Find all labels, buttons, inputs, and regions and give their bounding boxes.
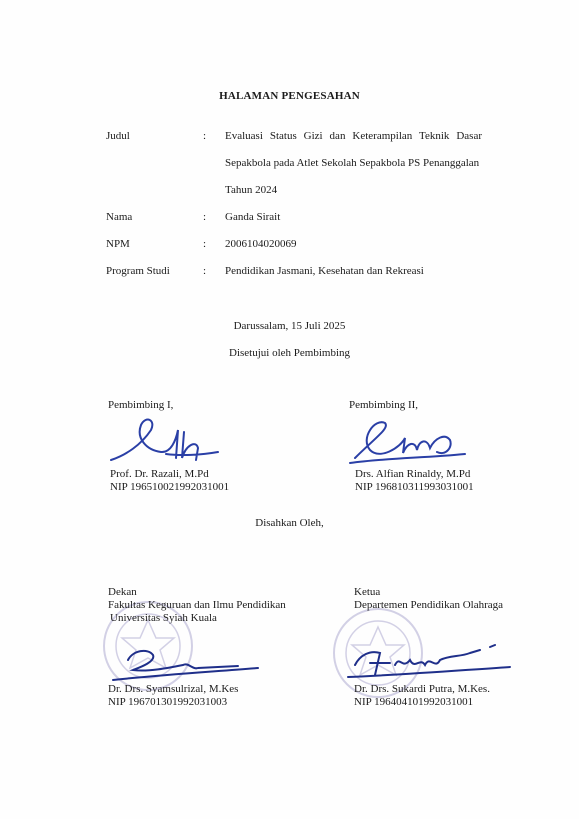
field-prodi-label: Program Studi (106, 265, 170, 277)
pembimbing1-signature (106, 410, 221, 470)
field-npm-value: 2006104020069 (225, 238, 297, 250)
pembimbing2-nip: NIP 196810311993031001 (355, 481, 474, 493)
ketua-role: Ketua (354, 586, 381, 598)
field-prodi-colon: : (203, 265, 207, 277)
pembimbing1-name: Prof. Dr. Razali, M.Pd (110, 468, 209, 480)
pembimbing2-name: Drs. Alfian Rinaldy, M.Pd (355, 468, 471, 480)
pembimbing2-signature (345, 408, 470, 470)
place-date: Darussalam, 15 Juli 2025 (233, 320, 346, 332)
ketua-signature (340, 635, 520, 685)
field-npm-label: NPM (106, 238, 130, 250)
field-npm-colon: : (203, 238, 207, 250)
dekan-name: Dr. Drs. Syamsulrizal, M.Kes (108, 683, 239, 695)
field-prodi-value: Pendidikan Jasmani, Kesehatan dan Rekreasi (225, 265, 424, 277)
page-title: HALAMAN PENGESAHAN (219, 90, 360, 102)
ketua-unit: Departemen Pendidikan Olahraga (354, 599, 504, 611)
dekan-unit: Fakultas Keguruan dan Ilmu Pendidikan (108, 599, 286, 611)
pembimbing1-nip: NIP 196510021992031001 (110, 481, 230, 493)
dekan-nip: NIP 196701301992031003 (108, 696, 228, 708)
ketua-nip: NIP 196404101992031001 (354, 696, 474, 708)
field-judul-label: Judul (106, 130, 130, 142)
field-judul-colon: : (203, 130, 207, 142)
judul-line-3: Tahun 2024 (225, 184, 278, 196)
pembimbing1-role: Pembimbing I, (108, 399, 174, 411)
judul-line-2: Sepakbola pada Atlet Sekolah Sepakbola PS Penanggalan (225, 157, 480, 169)
pembimbing2-role: Pembimbing II, (349, 399, 419, 411)
judul-line-1: Evaluasi Status Gizi dan Keterampilan Teknik Dasar (225, 130, 482, 142)
ketua-name: Dr. Drs. Sukardi Putra, M.Kes. (354, 683, 490, 695)
dekan-signature (108, 640, 268, 685)
approved-by: Disetujui oleh Pembimbing (229, 347, 350, 359)
field-nama-colon: : (203, 211, 207, 223)
field-nama-value: Ganda Sirait (225, 211, 281, 223)
ratified-by: Disahkan Oleh, (255, 517, 324, 529)
dekan-role: Dekan (108, 586, 137, 598)
dekan-university: Universitas Syiah Kuala (110, 612, 217, 624)
field-nama-label: Nama (106, 211, 133, 223)
